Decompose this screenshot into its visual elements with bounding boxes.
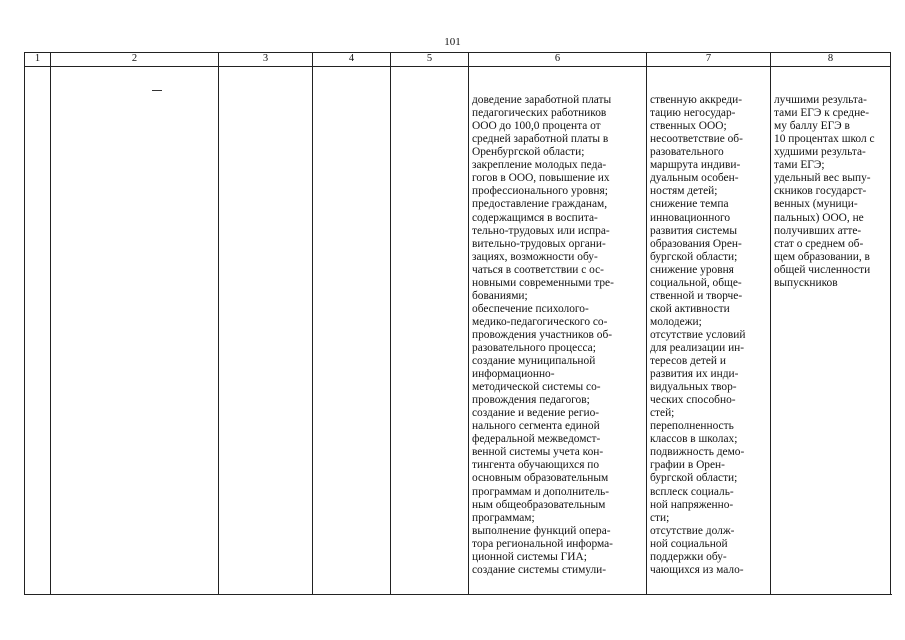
cell-text-line: инновационного <box>650 211 731 224</box>
cell-text-line: стат о среднем об- <box>774 237 864 250</box>
cell-text-line: венной системы учета кон- <box>472 446 604 459</box>
cell-text-line: основным образовательным <box>472 472 609 485</box>
column-header-4: 4 <box>313 52 390 67</box>
column-6-text <box>469 67 646 603</box>
cell-text-line: бованиями; <box>472 289 528 302</box>
cell-text-line: выпускников <box>774 276 838 289</box>
cell-text-line: отсутствие условий <box>650 328 746 341</box>
cell-text-line: предоставление гражданам, <box>472 198 608 211</box>
cell-text-line: молодежи; <box>650 315 702 328</box>
cell-text-line: программам; <box>472 511 535 524</box>
cell-text-line: ной социальной <box>650 537 728 550</box>
cell-text-line: социальной, обще- <box>650 276 742 289</box>
table-bottom-border <box>24 594 892 595</box>
cell-text-line: переполненность <box>650 420 734 433</box>
cell-text-line: нального сегмента единой <box>472 420 600 433</box>
cell-text-line: гогов в ООО, повышение их <box>472 172 610 185</box>
cell-text-line: щем образовании, в <box>774 250 870 263</box>
cell-text-line: программам и дополнитель- <box>472 485 610 498</box>
column-3 <box>218 52 312 594</box>
cell-text-line: маршрута индиви- <box>650 159 741 172</box>
column-7 <box>646 52 770 594</box>
cell-text-line: вительно-трудовых органи- <box>472 237 606 250</box>
cell-text-line: ственную аккреди- <box>650 94 743 107</box>
cell-text-line: ческих способно- <box>650 394 736 407</box>
column-8-text <box>771 67 890 316</box>
column-5 <box>390 52 468 594</box>
cell-text-line: тами ЕГЭ к средне- <box>774 107 870 120</box>
cell-text-line: ционной системы ГИА; <box>472 550 587 563</box>
column-4 <box>312 52 390 594</box>
cell-text-line: подвижность демо- <box>650 446 745 459</box>
cell-text-line: новными современными тре- <box>472 276 614 289</box>
cell-text-line: методической системы со- <box>472 381 601 394</box>
cell-text-line: ной напряженно- <box>650 498 734 511</box>
cell-text-line: общей численности <box>774 263 871 276</box>
cell-text-line: ственной и творче- <box>650 289 743 302</box>
cell-text-line: ным общеобразовательным <box>472 498 606 511</box>
cell-text-line: создание муниципальной <box>472 355 596 368</box>
column-header-3: 3 <box>219 52 312 67</box>
cell-text-line: тересов детей и <box>650 355 726 368</box>
cell-text-line: провождения педагогов; <box>472 394 590 407</box>
column-6 <box>468 52 646 594</box>
column-1 <box>24 52 50 594</box>
cell-text-line: ственных ООО; <box>650 120 727 133</box>
cell-text-line: ООО до 100,0 процента от <box>472 120 601 133</box>
cell-text-line: тацию негосудар- <box>650 107 736 120</box>
cell-text-line: обеспечение психолого- <box>472 302 589 315</box>
page-number: 101 <box>444 36 461 48</box>
empty-cell-dash <box>152 90 162 91</box>
cell-text-line: медико-педагогического со- <box>472 315 608 328</box>
cell-text-line: создание и ведение регио- <box>472 407 600 420</box>
cell-text-line: сти; <box>650 511 670 524</box>
cell-text-line: чаться в соответствии с ос- <box>472 263 604 276</box>
cell-text-line: создание системы стимули- <box>472 563 607 576</box>
cell-text-line: 10 процентах школ с <box>774 133 875 146</box>
cell-text-line: снижение темпа <box>650 198 729 211</box>
cell-text-line: дуальным особен- <box>650 172 739 185</box>
cell-text-line: доведение заработной платы <box>472 94 612 107</box>
cell-text-line: выполнение функций опера- <box>472 524 611 537</box>
cell-text-line: видуальных твор- <box>650 381 737 394</box>
cell-text-line: средней заработной платы в <box>472 133 609 146</box>
cell-text-line: закрепление молодых педа- <box>472 159 607 172</box>
cell-text-line: бургской области; <box>650 472 738 485</box>
column-header-2: 2 <box>51 52 218 67</box>
cell-text-line: бургской области; <box>650 250 738 263</box>
cell-text-line: получивших атте- <box>774 224 862 237</box>
column-2 <box>50 52 218 594</box>
cell-text-line: чающихся из мало- <box>650 563 744 576</box>
cell-text-line: разовательного процесса; <box>472 341 596 354</box>
cell-text-line: поддержки обу- <box>650 550 727 563</box>
cell-text-line: удельный вес выпу- <box>774 172 871 185</box>
cell-text-line: информационно- <box>472 368 555 381</box>
cell-text-line: тельно-трудовых или испра- <box>472 224 610 237</box>
cell-text-line: тингента обучающихся по <box>472 459 600 472</box>
column-header-1: 1 <box>25 52 50 67</box>
cell-text-line: ностям детей; <box>650 185 718 198</box>
cell-text-line: для реализации ин- <box>650 341 745 354</box>
column-header-6: 6 <box>469 52 646 67</box>
cell-text-line: зациях, возможности обу- <box>472 250 598 263</box>
column-header-8: 8 <box>771 52 890 67</box>
cell-text-line: несоответствие об- <box>650 133 743 146</box>
cell-text-line: разовательного <box>650 146 724 159</box>
cell-text-line: содержащимся в воспита- <box>472 211 598 224</box>
cell-text-line: тора региональной информа- <box>472 537 613 550</box>
cell-text-line: всплеск социаль- <box>650 485 734 498</box>
cell-text-line: пальных) ООО, не <box>774 211 864 224</box>
cell-text-line: федеральной межведомст- <box>472 433 601 446</box>
cell-text-line: педагогических работников <box>472 107 607 120</box>
cell-text-line: му баллу ЕГЭ в <box>774 120 850 133</box>
column-8 <box>770 52 891 594</box>
cell-text-line: снижение уровня <box>650 263 734 276</box>
cell-text-line: образования Орен- <box>650 237 742 250</box>
cell-text-line: классов в школах; <box>650 433 738 446</box>
cell-text-line: тами ЕГЭ; <box>774 159 825 172</box>
data-table <box>24 52 891 594</box>
column-header-5: 5 <box>391 52 468 67</box>
cell-text-line: развития их инди- <box>650 368 739 381</box>
cell-text-line: развития системы <box>650 224 737 237</box>
cell-text-line: венных (муници- <box>774 198 858 211</box>
cell-text-line: профессионального уровня; <box>472 185 608 198</box>
cell-text-line: Оренбургской области; <box>472 146 585 159</box>
cell-text-line: стей; <box>650 407 675 420</box>
cell-text-line: отсутствие долж- <box>650 524 735 537</box>
cell-text-line: графии в Орен- <box>650 459 725 472</box>
column-7-text <box>647 67 770 603</box>
cell-text-line: худшими результа- <box>774 146 866 159</box>
cell-text-line: скников государст- <box>774 185 867 198</box>
cell-text-line: ской активности <box>650 302 730 315</box>
cell-text-line: лучшими результа- <box>774 94 867 107</box>
cell-text-line: провождения участников об- <box>472 328 613 341</box>
column-header-7: 7 <box>647 52 770 67</box>
